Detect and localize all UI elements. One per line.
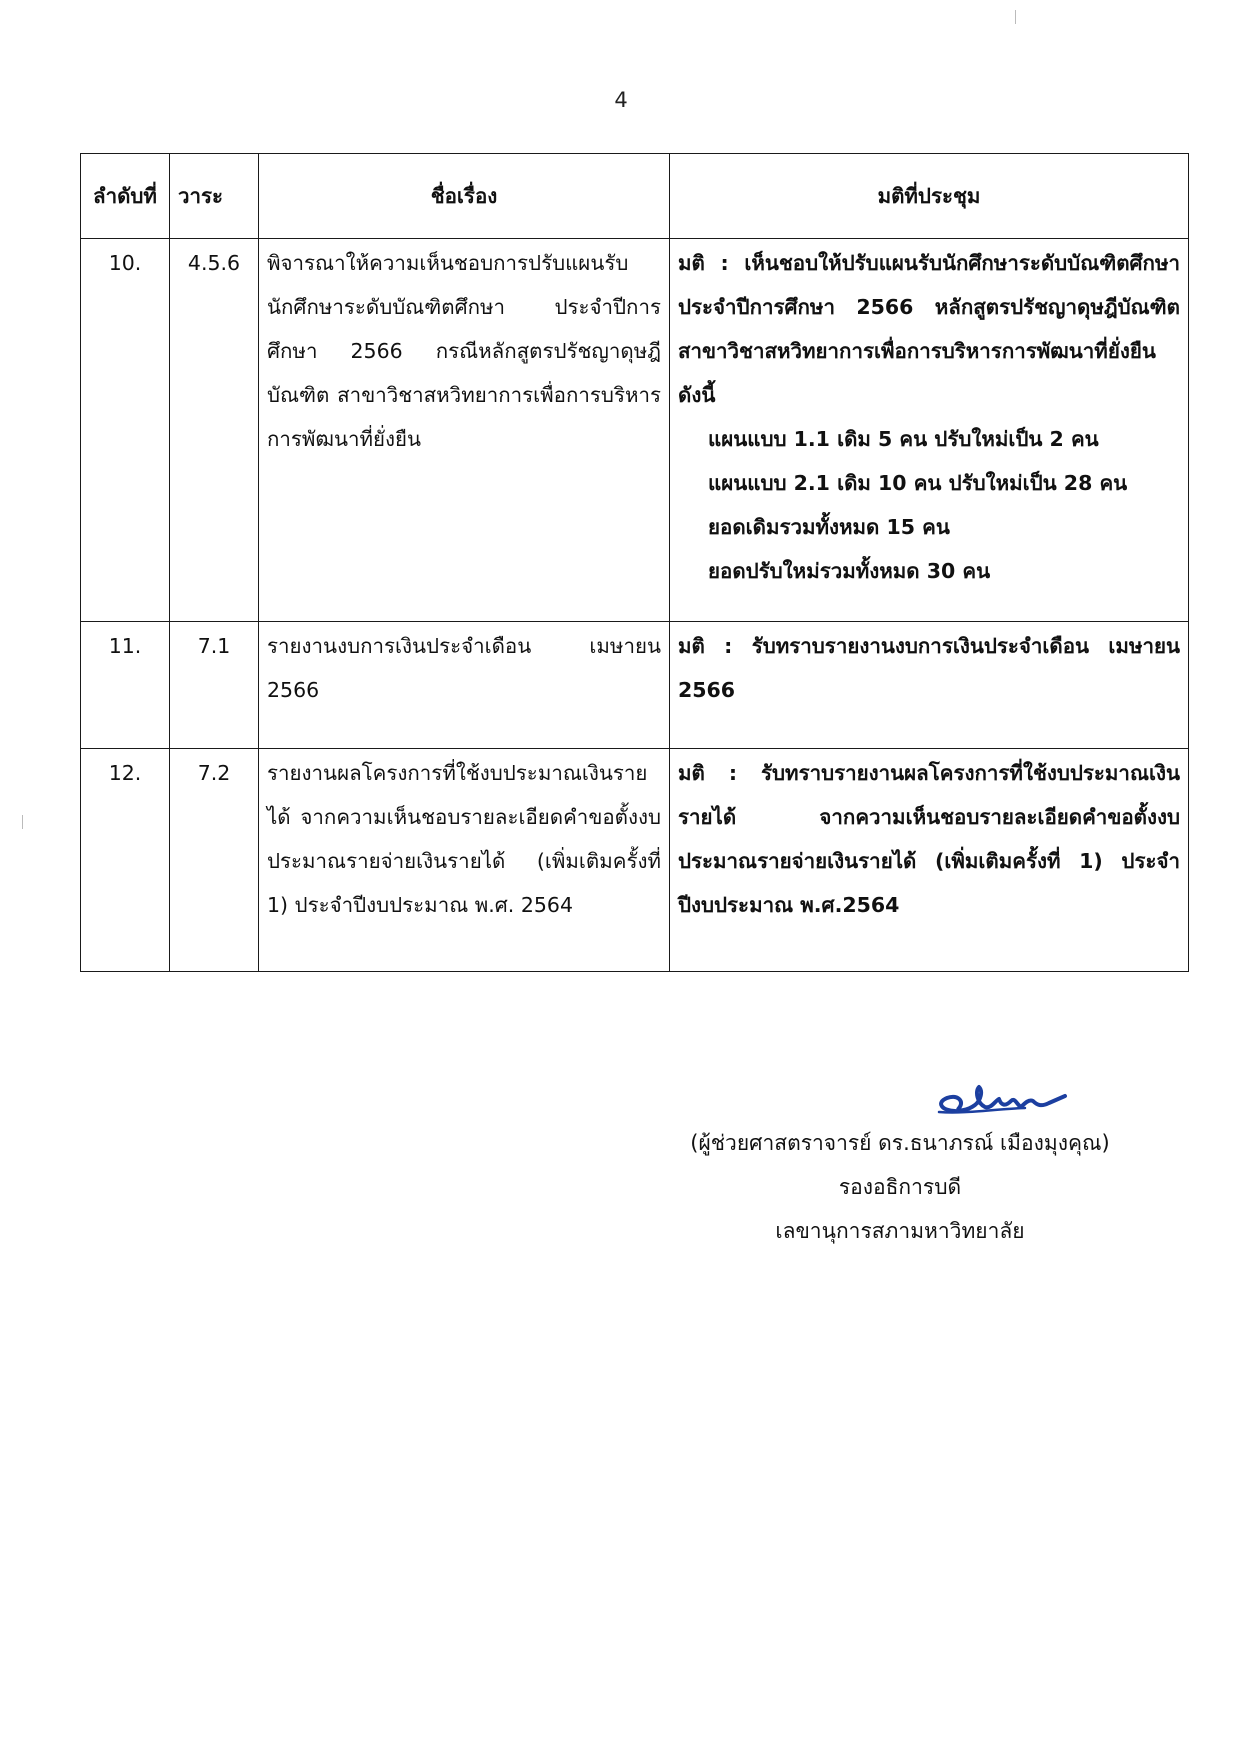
row-agenda: 7.2 bbox=[170, 749, 259, 972]
minutes-table bbox=[80, 153, 1189, 972]
scan-mark bbox=[22, 815, 23, 829]
resolution-detail: แผนแบบ 2.1 เดิม 10 คน ปรับใหม่เป็น 28 คน bbox=[708, 471, 1128, 495]
scan-mark bbox=[1015, 10, 1016, 24]
resolution-detail: ยอดเดิมรวมทั้งหมด 15 คน bbox=[708, 515, 950, 539]
table-row bbox=[81, 622, 1189, 749]
row-resolution: มติ : รับทราบรายงานงบการเงินประจำเดือน เมษายน 2566 bbox=[670, 622, 1189, 749]
header-topic: ชื่อเรื่อง bbox=[259, 154, 670, 239]
page-number: 4 bbox=[614, 88, 628, 112]
row-agenda: 4.5.6 bbox=[170, 239, 259, 622]
row-resolution: มติ : รับทราบรายงานผลโครงการที่ใช้งบประมาณเงินรายได้ จากความเห็นชอบรายละเอียดคำขอตั้งงบประมาณรายจ่ายเงินรายได้ (เพิ่มเติมครั้งที่ 1) ประจำปีงบประมาณ พ.ศ.2564 bbox=[670, 749, 1189, 972]
row-topic: พิจารณาให้ความเห็นชอบการปรับแผนรับนักศึกษาระดับบัณฑิตศึกษา ประจำปีการศึกษา 2566 กรณีหลักสูตรปรัชญาดุษฎีบัณฑิต สาขาวิชาสหวิทยาการเพื่อการบริหารการพัฒนาที่ยั่งยืน bbox=[259, 239, 670, 622]
resolution-detail: แผนแบบ 1.1 เดิม 5 คน ปรับใหม่เป็น 2 คน bbox=[708, 427, 1099, 451]
header-agenda: วาระ bbox=[170, 154, 259, 239]
header-resolution: มติที่ประชุม bbox=[670, 154, 1189, 239]
signatory-role: เลขานุการสภามหาวิทยาลัย bbox=[775, 1219, 1025, 1243]
table-row bbox=[81, 239, 1189, 622]
row-agenda: 7.1 bbox=[170, 622, 259, 749]
row-number: 10. bbox=[81, 239, 170, 622]
table-row bbox=[81, 749, 1189, 972]
resolution-text: มติ : เห็นชอบให้ปรับแผนรับนักศึกษาระดับบัณฑิตศึกษา ประจำปีการศึกษา 2566 หลักสูตรปรัชญาดุษฎีบัณฑิต สาขาวิชาสหวิทยาการเพื่อการบริหารการพัฒนาที่ยั่งยืน ดังนี้ bbox=[678, 251, 1180, 407]
row-number: 11. bbox=[81, 622, 170, 749]
row-number: 12. bbox=[81, 749, 170, 972]
row-resolution bbox=[670, 239, 1189, 622]
signatory-name: (ผู้ช่วยศาสตราจารย์ ดร.ธนาภรณ์ เมืองมุงคุณ) bbox=[690, 1131, 1110, 1155]
header-no: ลำดับที่ bbox=[81, 154, 170, 239]
row-topic: รายงานงบการเงินประจำเดือน เมษายน 2566 bbox=[259, 622, 670, 749]
resolution-detail: ยอดปรับใหม่รวมทั้งหมด 30 คน bbox=[708, 559, 991, 583]
table-header-row bbox=[81, 154, 1189, 239]
signatory-position: รองอธิการบดี bbox=[838, 1175, 962, 1199]
signature-block bbox=[690, 1121, 1110, 1253]
row-topic: รายงานผลโครงการที่ใช้งบประมาณเงินรายได้ จากความเห็นชอบรายละเอียดคำขอตั้งงบประมาณรายจ่ายเงินรายได้ (เพิ่มเติมครั้งที่ 1) ประจำปีงบประมาณ พ.ศ. 2564 bbox=[259, 749, 670, 972]
handwritten-signature bbox=[925, 1081, 1075, 1121]
